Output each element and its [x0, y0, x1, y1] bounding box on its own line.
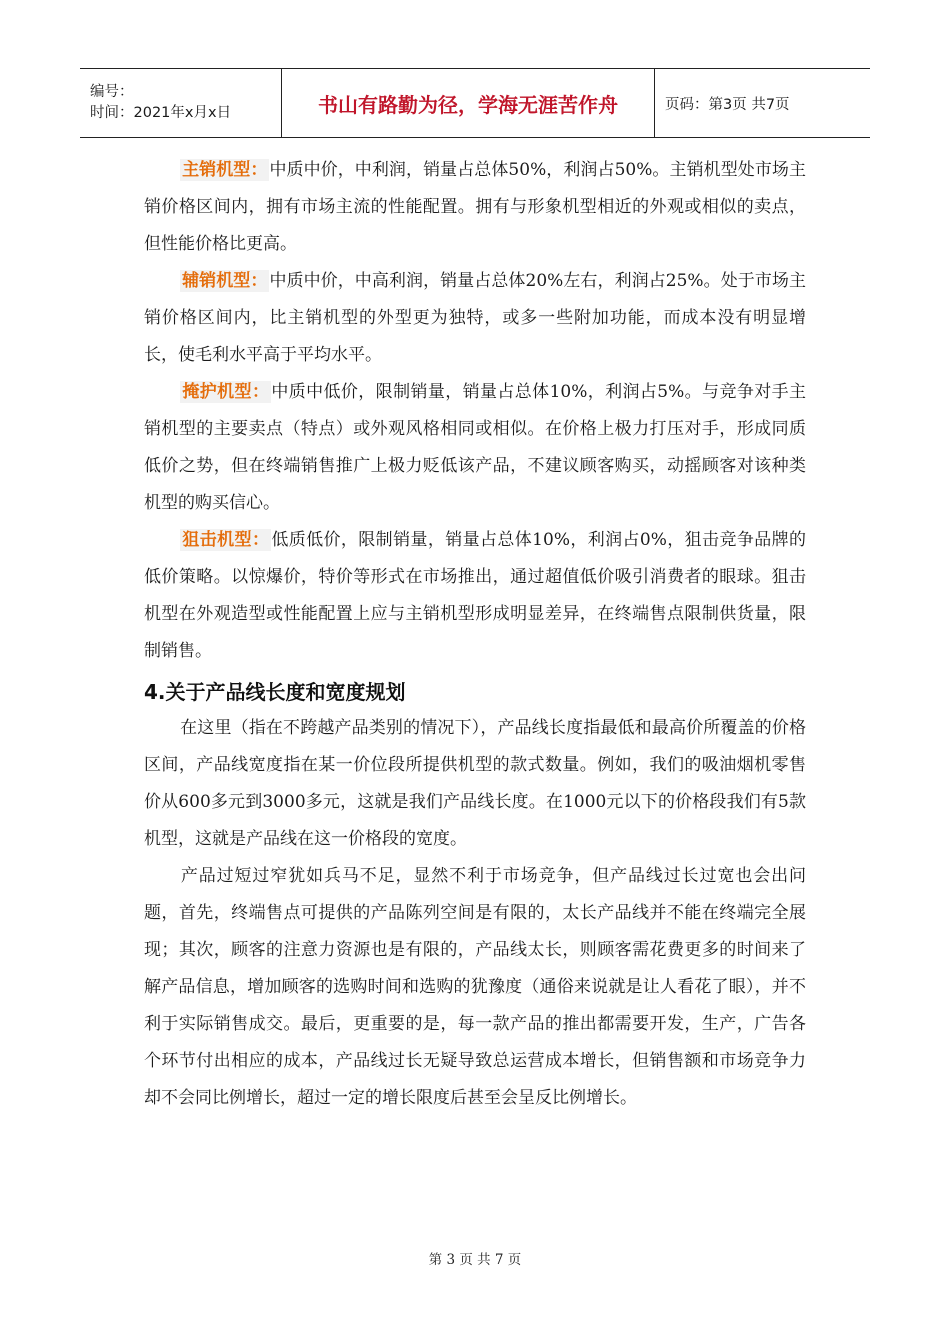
doc-date-label: 时间：2021年x月x日: [90, 105, 232, 121]
paragraph-text: 中质中价，中高利润，销量占总体20%左右，利润占25%。处于市场主销价格区间内，比主销机型的外型更为独特，或多一些附加功能，而成本没有明显增长，使毛利水平高于平均水平。: [144, 271, 807, 365]
section-paragraph: [144, 710, 806, 858]
header-motto: [282, 69, 655, 137]
footer-page-number: 第 3 页 共 7 页: [428, 1252, 522, 1268]
keyword-aux-model: 辅销机型：: [182, 271, 268, 291]
section-title: 4.关于产品线长度和宽度规划: [144, 680, 406, 704]
paragraph-sniper-model: [144, 522, 806, 670]
paragraph-text: 产品过短过窄犹如兵马不足，显然不利于市场竞争，但产品线过长过宽也会出问题，首先，终端售点可提供的产品陈列空间是有限的，太长产品线并不能在终端完全展现；其次，顾客的注意力资源也是有限的，产品线太长，则顾客需花费更多的时间来了解产品信息，增加顾客的选购时间和选购的犹豫度（通俗来说就是让人看花了眼），并不利于实际销售成交。最后，更重要的是，每一款产品的推出都需要开发，生产，广告各个环节付出相应的成本，产品线过长无疑导致总运营成本增长，但销售额和市场竞争力却不会同比例增长，超过一定的增长限度后甚至会呈反比例增长。: [144, 866, 806, 1108]
keyword-main-model: 主销机型：: [182, 160, 268, 180]
header-page: [655, 69, 870, 137]
header-table: [80, 68, 870, 138]
motto-text: 书山有路勤为径，学海无涯苦作舟: [318, 92, 618, 117]
paragraph-text: 中质中价，中利润，销量占总体50%，利润占50%。主销机型处市场主销价格区间内，拥有市场主流的性能配置。拥有与形象机型相近的外观或相似的卖点，但性能价格比更高。: [144, 160, 807, 254]
paragraph-main-model: [144, 152, 806, 263]
document-body: [144, 152, 806, 1117]
keyword-sniper-model: 狙击机型：: [182, 530, 270, 550]
paragraph-text: 在这里（指在不跨越产品类别的情况下），产品线长度指最低和最高价所覆盖的价格区间，产品线宽度指在某一价位段所提供机型的款式数量。例如，我们的吸油烟机零售价从600多元到3000多元，这就是我们产品线长度。在1000元以下的价格段我们有5款机型，这就是产品线在这一价格段的宽度。: [144, 718, 806, 849]
paragraph-text: 低质低价，限制销量，销量占总体10%，利润占0%，狙击竞争品牌的低价策略。以惊爆价，特价等形式在市场推出，通过超值低价吸引消费者的眼球。狙击机型在外观造型或性能配置上应与主销机型形成明显差异，在终端售点限制供货量，限制销售。: [144, 530, 806, 661]
keyword-cover-model: 掩护机型：: [182, 382, 270, 402]
page-footer: [0, 1248, 950, 1268]
doc-number-label: 编号：: [90, 84, 134, 100]
page-label: 页码：第3页 共7页: [665, 96, 790, 113]
section-paragraph: [144, 858, 806, 1117]
paragraph-aux-model: [144, 263, 806, 374]
paragraph-cover-model: [144, 374, 806, 522]
header-meta: [80, 69, 282, 137]
paragraph-text: 中质中低价，限制销量，销量占总体10%，利润占5%。与竞争对手主销机型的主要卖点（特点）或外观风格相同或相似。在价格上极力打压对手，形成同质低价之势，但在终端销售推广上极力贬低该产品，不建议顾客购买，动摇顾客对该种类机型的购买信心。: [144, 382, 806, 513]
